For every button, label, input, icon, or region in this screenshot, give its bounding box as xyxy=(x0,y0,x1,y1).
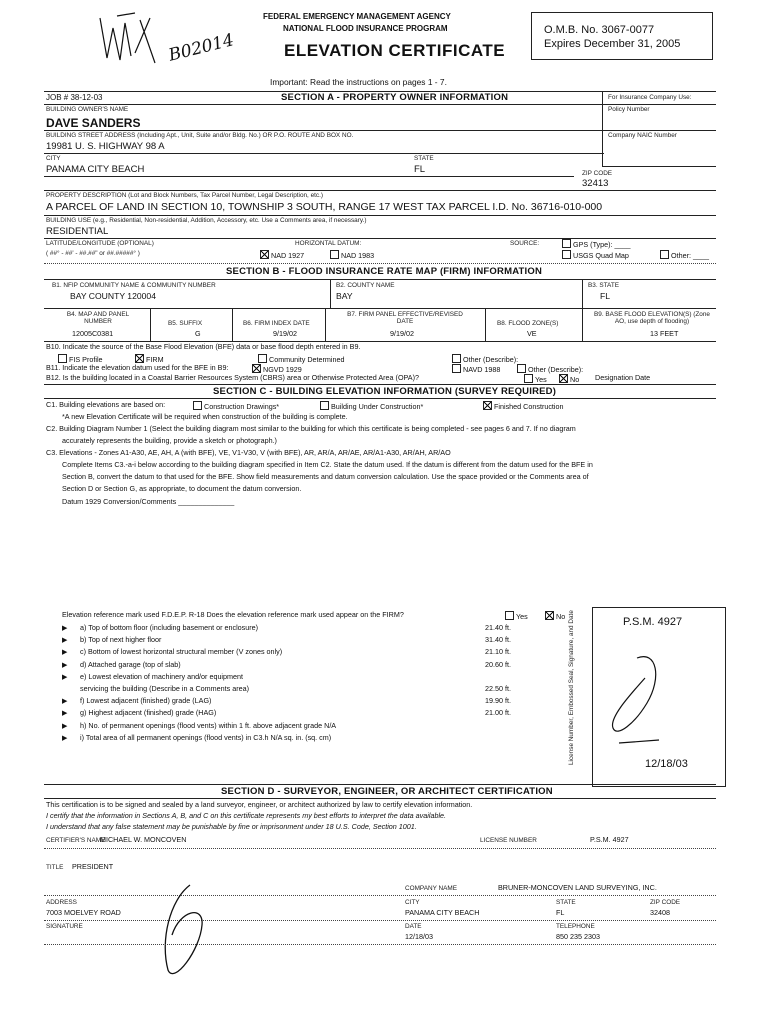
b6-label: B6. FIRM INDEX DATE xyxy=(243,320,310,327)
city-label: CITY xyxy=(46,155,61,162)
certifier-signature xyxy=(150,880,220,990)
b4-label: B4. MAP AND PANEL NUMBER xyxy=(66,311,130,326)
nad1983-checkbox[interactable]: NAD 1983 xyxy=(330,250,374,260)
c3-paragraph-2: Section B, convert the datum to that used for the BFE. Show field measurements and datum conversion calculation. Use the space provided or the Comments area of xyxy=(62,472,589,481)
certifier-city-label: CITY xyxy=(405,899,420,906)
license-number: P.S.M. 4927 xyxy=(590,835,629,844)
designation-date-label: Designation Date xyxy=(595,373,651,382)
certifier-city: PANAMA CITY BEACH xyxy=(405,908,480,917)
agency-name: FEDERAL EMERGENCY MANAGEMENT AGENCY xyxy=(263,12,451,21)
insurance-use-label: For Insurance Company Use: xyxy=(608,94,692,101)
b8-value: VE xyxy=(527,329,537,338)
elevation-item-value: 20.60 ft. xyxy=(485,660,511,669)
handwritten-reference: B02014 xyxy=(166,30,237,66)
elevation-item-label: servicing the building (Describe in a Comments area) xyxy=(80,684,249,693)
omb-number: O.M.B. No. 3067-0077 xyxy=(544,24,655,36)
seal-license: P.S.M. 4927 xyxy=(623,616,683,628)
gps-checkbox[interactable]: GPS (Type): ____ xyxy=(562,239,631,249)
other-b11-checkbox[interactable]: Other (Describe): xyxy=(517,364,583,374)
latlong-format: ( ##° - ##' - ##.##" or ##.#####° ) xyxy=(46,250,140,257)
section-a-heading: SECTION A - PROPERTY OWNER INFORMATION xyxy=(281,92,509,103)
important-note: Important: Read the instructions on pages 1 - 7. xyxy=(270,77,447,87)
street-address-label: BUILDING STREET ADDRESS (Including Apt., Unit, Suite and/or Bldg. No.) OR P.O. ROUTE AND BOX NO. xyxy=(46,132,354,139)
certifier-state: FL xyxy=(556,908,565,917)
b3-value: FL xyxy=(600,291,611,301)
elevation-item-value: 21.10 ft. xyxy=(485,647,511,656)
property-description: A PARCEL OF LAND IN SECTION 10, TOWNSHIP 3 SOUTH, RANGE 17 WEST TAX PARCEL I.D. No. 36716-010-000 xyxy=(46,201,603,213)
certification-date: 12/18/03 xyxy=(405,932,433,941)
construction-drawings-checkbox[interactable]: Construction Drawings* xyxy=(193,401,279,411)
seal-date: 12/18/03 xyxy=(645,758,688,770)
seal-signature xyxy=(607,648,667,758)
job-number: JOB # 38-12-03 xyxy=(46,93,103,102)
nad1927-checkbox[interactable]: NAD 1927 xyxy=(260,250,304,260)
finished-construction-checkbox[interactable]: Finished Construction xyxy=(483,401,564,411)
page-title: ELEVATION CERTIFICATE xyxy=(284,41,506,60)
c3-paragraph-3: Section D or Section G, as appropriate, to document the datum conversion. xyxy=(62,484,302,493)
b5-label: B5. SUFFIX xyxy=(168,320,203,327)
date-label: DATE xyxy=(405,923,422,930)
signature-label: SIGNATURE xyxy=(46,923,83,930)
benchmark-text: Elevation reference mark used F.D.E.P. R-18 Does the elevation reference mark used appear on the FIRM? xyxy=(62,610,404,619)
fis-checkbox[interactable]: FIS Profile xyxy=(58,354,103,364)
city: PANAMA CITY BEACH xyxy=(46,164,145,175)
state-label: STATE xyxy=(414,155,434,162)
elevation-item-label: d) Attached garage (top of slab) xyxy=(80,660,181,669)
owner-name-label: BUILDING OWNER'S NAME xyxy=(46,106,129,113)
omb-box xyxy=(531,12,713,60)
policy-number-label: Policy Number xyxy=(608,106,650,113)
elevation-item-label: e) Lowest elevation of machinery and/or equipment xyxy=(80,672,244,681)
b1-value: BAY COUNTY 120004 xyxy=(70,291,156,301)
c1-text: C1. Building elevations are based on: xyxy=(46,400,166,409)
certifier-zip: 32408 xyxy=(650,908,670,917)
naic-label: Company NAIC Number xyxy=(608,132,677,139)
zip-label: ZIP CODE xyxy=(582,170,613,177)
firm-checkbox[interactable]: FIRM xyxy=(135,354,164,364)
certifier-name: MICHAEL W. MONCOVEN xyxy=(100,835,187,844)
elevation-item-label: g) Highest adjacent (finished) grade (HAG) xyxy=(80,708,217,717)
street-address: 19981 U. S. HIGHWAY 98 A xyxy=(46,141,165,152)
item-arrow-icon: ▶ xyxy=(62,696,68,705)
b2-label: B2. COUNTY NAME xyxy=(336,282,395,289)
certifier-zip-label: ZIP CODE xyxy=(650,899,681,906)
license-number-label: LICENSE NUMBER xyxy=(480,837,537,844)
elevation-item-value: 31.40 ft. xyxy=(485,635,511,644)
cbrs-yes-checkbox[interactable]: Yes xyxy=(524,374,547,384)
handwritten-initials xyxy=(95,8,175,68)
owner-name: DAVE SANDERS xyxy=(46,116,141,130)
elevation-item-value: 19.90 ft. xyxy=(485,696,511,705)
seal-box xyxy=(592,607,726,787)
latlong-label: LATITUDE/LONGITUDE (OPTIONAL) xyxy=(46,240,154,247)
horizontal-datum-label: HORIZONTAL DATUM: xyxy=(295,240,362,247)
b9-value: 13 FEET xyxy=(650,329,679,338)
elevation-item-label: h) No. of permanent openings (flood vents) within 1 ft. above adjacent grade N/A xyxy=(80,721,337,730)
telephone-label: TELEPHONE xyxy=(556,923,595,930)
b12-text: B12. Is the building located in a Coastal Barrier Resources System (CBRS) area or Otherwise Protected Area (OPA)? xyxy=(46,373,419,382)
seal-instructions: License Number, Embossed Seal, Signature, and Date xyxy=(568,610,575,765)
certification-text-1: This certification is to be signed and sealed by a land surveyor, engineer, or architect authorized by law to certify elevation information. xyxy=(46,800,473,809)
item-arrow-icon: ▶ xyxy=(62,733,68,742)
b4-value: 12005C0381 xyxy=(72,329,114,338)
benchmark-no-checkbox[interactable]: No xyxy=(545,611,565,621)
item-arrow-icon: ▶ xyxy=(62,721,68,730)
b2-value: BAY xyxy=(336,291,353,301)
benchmark-yes-checkbox[interactable]: Yes xyxy=(505,611,528,621)
state: FL xyxy=(414,164,426,175)
under-construction-checkbox[interactable]: Building Under Construction* xyxy=(320,401,423,411)
program-name: NATIONAL FLOOD INSURANCE PROGRAM xyxy=(283,24,448,33)
certifier-address: 7003 MOELVEY ROAD xyxy=(46,908,121,917)
elevation-item-value: 21.00 ft. xyxy=(485,708,511,717)
elevation-item-label: i) Total area of all permanent openings (flood vents) in C3.h N/A sq. in. (sq. cm) xyxy=(80,733,332,742)
item-arrow-icon: ▶ xyxy=(62,660,68,669)
cbrs-no-checkbox[interactable]: No xyxy=(559,374,579,384)
elevation-item-value: 22.50 ft. xyxy=(485,684,511,693)
item-arrow-icon: ▶ xyxy=(62,623,68,632)
certifier-title: PRESIDENT xyxy=(72,862,114,871)
item-arrow-icon: ▶ xyxy=(62,708,68,717)
property-description-label: PROPERTY DESCRIPTION (Lot and Block Numbers, Tax Parcel Number, Legal Description, etc.) xyxy=(46,192,324,199)
address-label: ADDRESS xyxy=(46,899,77,906)
omb-expiration: Expires December 31, 2005 xyxy=(544,38,681,50)
source-label: SOURCE: xyxy=(510,240,540,247)
elevation-item-label: b) Top of next higher floor xyxy=(80,635,162,644)
datum-text: Datum 1929 Conversion/Comments ______________ xyxy=(62,497,235,506)
b7-label: B7. FIRM PANEL EFFECTIVE/REVISED DATE xyxy=(347,311,463,326)
item-arrow-icon: ▶ xyxy=(62,672,68,681)
b11-text: B11. Indicate the elevation datum used for the BFE in B9: xyxy=(46,363,229,372)
b8-label: B8. FLOOD ZONE(S) xyxy=(497,320,559,327)
section-c-heading: SECTION C - BUILDING ELEVATION INFORMATION (SURVEY REQUIRED) xyxy=(213,386,557,397)
building-use-label: BUILDING USE (e.g., Residential, Non-residential, Addition, Accessory, etc. Use a Comments area, if necessary.) xyxy=(46,217,367,224)
community-checkbox[interactable]: Community Determined xyxy=(258,354,345,364)
b10-text: B10. Indicate the source of the Base Flood Elevation (BFE) data or base flood depth entered in B9. xyxy=(46,342,361,351)
title-label: TITLE xyxy=(46,864,64,871)
elevation-item-label: c) Bottom of lowest horizontal structural member (V zones only) xyxy=(80,647,283,656)
zip: 32413 xyxy=(582,178,609,189)
b9-label: B9. BASE FLOOD ELEVATION(S) (Zone AO, use depth of flooding) xyxy=(594,311,710,326)
navd-checkbox[interactable]: NAVD 1988 xyxy=(452,364,500,374)
b1-label: B1. NFIP COMMUNITY NAME & COMMUNITY NUMBER xyxy=(52,282,216,289)
elevation-item-label: a) Top of bottom floor (including basement or enclosure) xyxy=(80,623,259,632)
usgs-checkbox[interactable]: USGS Quad Map xyxy=(562,250,629,260)
c2-text: C2. Building Diagram Number 1 (Select the building diagram most similar to the building for which this certificate is being completed - see pages 6 and 7. If no diagram xyxy=(46,424,576,433)
item-arrow-icon: ▶ xyxy=(62,635,68,644)
c3-text: C3. Elevations - Zones A1-A30, AE, AH, A (with BFE), VE, V1-V30, V (with BFE), AR, AR/A, AR/AE, AR/A1-A30, AR/AH, AR/AO xyxy=(46,448,451,457)
c2-text-2: accurately represents the building, provide a sketch or photograph.) xyxy=(62,436,277,445)
certification-text-2: I certify that the information in Sections A, B, and C on this certificate represents my best efforts to interpret the data available. xyxy=(46,811,447,820)
section-d-heading: SECTION D - SURVEYOR, ENGINEER, OR ARCHITECT CERTIFICATION xyxy=(221,786,553,797)
certifier-name-label: CERTIFIER'S NAME xyxy=(46,837,106,844)
certifier-state-label: STATE xyxy=(556,899,576,906)
certification-text-3: I understand that any false statement may be punishable by fine or imprisonment under 18 U.S. Code, Section 1001. xyxy=(46,822,417,831)
other-source-checkbox[interactable]: Other: ____ xyxy=(660,250,709,260)
section-b-heading: SECTION B - FLOOD INSURANCE RATE MAP (FIRM) INFORMATION xyxy=(226,266,543,277)
b6-value: 9/19/02 xyxy=(273,329,297,338)
c1-note: *A new Elevation Certificate will be required when construction of the building is complete. xyxy=(62,412,348,421)
company-name-label: COMPANY NAME xyxy=(405,885,457,892)
company-name: BRUNER-MONCOVEN LAND SURVEYING, INC. xyxy=(498,883,657,892)
telephone: 850 235 2303 xyxy=(556,932,600,941)
b7-value: 9/19/02 xyxy=(390,329,414,338)
elevation-item-value: 21.40 ft. xyxy=(485,623,511,632)
item-arrow-icon: ▶ xyxy=(62,647,68,656)
b3-label: B3. STATE xyxy=(588,282,620,289)
elevation-item-label: f) Lowest adjacent (finished) grade (LAG) xyxy=(80,696,212,705)
b5-value: G xyxy=(195,329,201,338)
ngvd-checkbox[interactable]: NGVD 1929 xyxy=(252,364,302,374)
other-b10-checkbox[interactable]: Other (Describe): xyxy=(452,354,518,364)
building-use: RESIDENTIAL xyxy=(46,226,109,237)
c3-paragraph-1: Complete Items C3.-a-i below according to the building diagram specified in Item C2. State the datum used. If the datum is different from the datum used for the BFE in xyxy=(62,460,593,469)
